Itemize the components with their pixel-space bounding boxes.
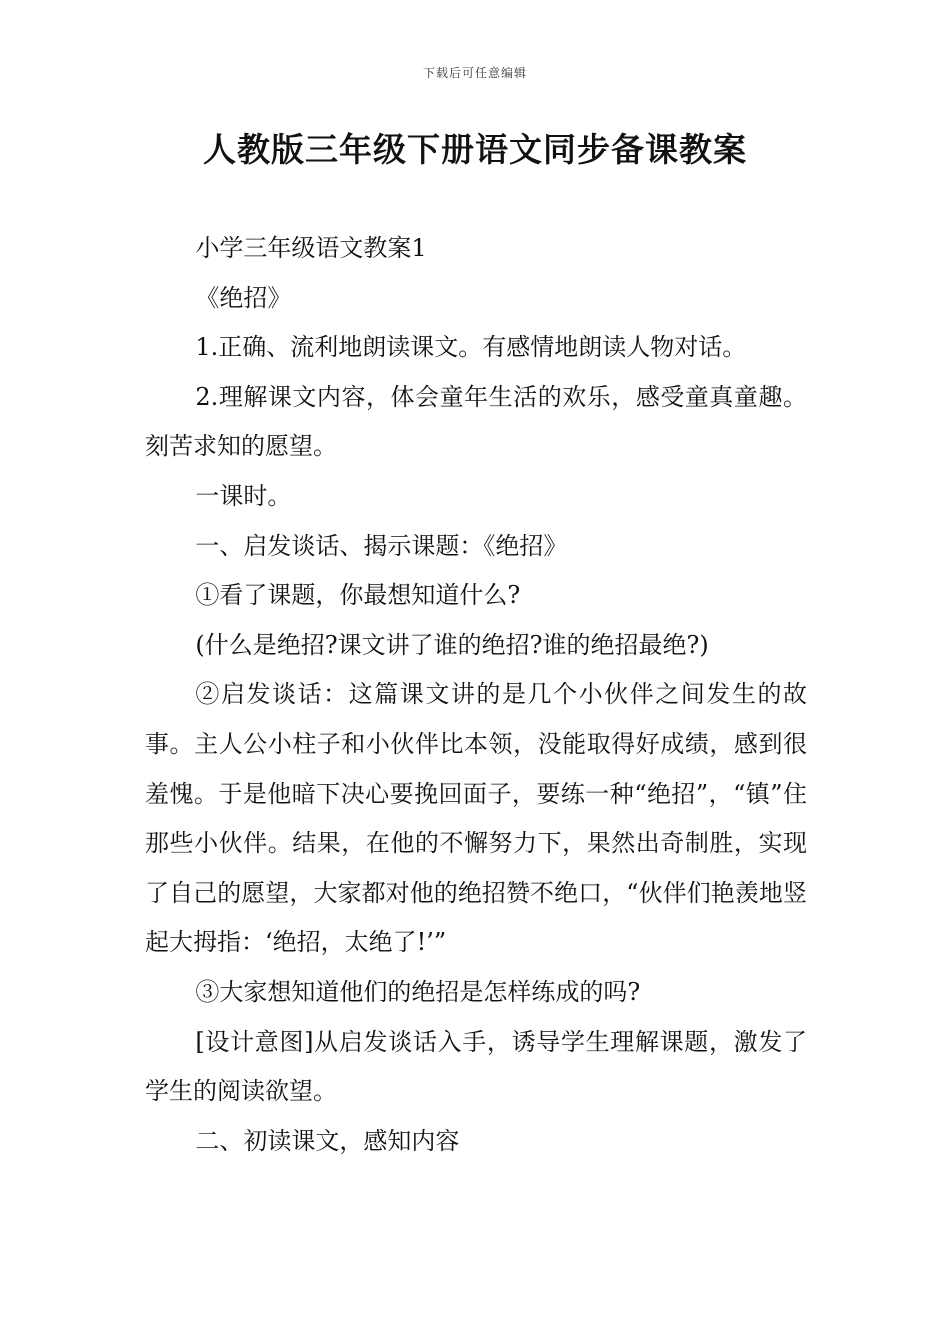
paragraph-discussion: ②启发谈话：这篇课文讲的是几个小伙伴之间发生的故事。主人公小柱子和小伙伴比本领，没能取得好成绩，感到很羞愧。于是他暗下决心要挽回面子，要练一种“绝招”，“镇”住那些小伙伴。结果，在他的不懈努力下，果然出奇制胜，实现了自己的愿望，大家都对他的绝招赞不绝口，“伙伴们艳羡地竖起大拇指：‘绝招，太绝了!’” xyxy=(145,680,807,957)
paragraph-goal-2: 2.理解课文内容，体会童年生活的欢乐，感受童真童趣。刻苦求知的愿望。 xyxy=(145,382,807,461)
paragraph-question-1: ①看了课题，你最想知道什么? xyxy=(195,581,521,610)
paragraph-design-intent: [设计意图]从启发谈话入手，诱导学生理解课题，激发了学生的阅读欲望。 xyxy=(145,1027,807,1106)
document-body xyxy=(145,224,807,1166)
paragraph-duration: 一课时。 xyxy=(195,481,292,510)
paragraph-section-1: 一、启发谈话、揭示课题：《绝招》 xyxy=(195,531,568,560)
header-note: 下载后可任意编辑 xyxy=(422,66,527,80)
paragraph-lesson-heading: 小学三年级语文教案1 xyxy=(195,234,427,262)
paragraph-question-1-hints: (什么是绝招?课文讲了谁的绝招?谁的绝招最绝?) xyxy=(195,630,709,659)
paragraph-lesson-title: 《绝招》 xyxy=(195,283,292,312)
paragraph-section-2: 二、初读课文，感知内容 xyxy=(195,1126,460,1155)
paragraph-goal-1: 1.正确、流利地朗读课文。有感情地朗读人物对话。 xyxy=(195,333,747,362)
paragraph-question-3: ③大家想知道他们的绝招是怎样练成的吗? xyxy=(195,977,641,1006)
document-title: 人教版三年级下册语文同步备课教案 xyxy=(203,130,747,169)
